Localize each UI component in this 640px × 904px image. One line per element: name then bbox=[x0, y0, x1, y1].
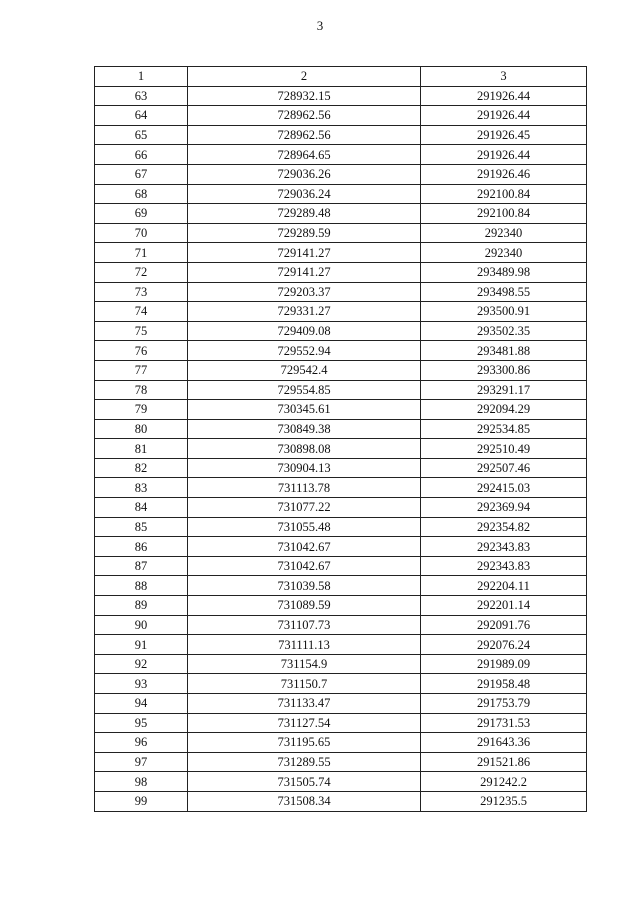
y-coordinate-cell: 291926.46 bbox=[421, 164, 587, 184]
point-number-cell: 85 bbox=[95, 517, 188, 537]
table-row bbox=[95, 184, 587, 204]
point-number-cell: 67 bbox=[95, 164, 188, 184]
y-coordinate-cell: 291989.09 bbox=[421, 654, 587, 674]
x-coordinate-cell: 729289.48 bbox=[188, 204, 421, 224]
point-number-cell: 71 bbox=[95, 243, 188, 263]
x-coordinate-cell: 731089.59 bbox=[188, 596, 421, 616]
y-coordinate-cell: 292343.83 bbox=[421, 556, 587, 576]
point-number-cell: 83 bbox=[95, 478, 188, 498]
y-coordinate-cell: 292091.76 bbox=[421, 615, 587, 635]
y-coordinate-cell: 293502.35 bbox=[421, 321, 587, 341]
page-number: 3 bbox=[316, 18, 324, 33]
table-row bbox=[95, 145, 587, 165]
point-number-cell: 64 bbox=[95, 106, 188, 126]
y-coordinate-cell: 292340 bbox=[421, 243, 587, 263]
point-number-cell: 88 bbox=[95, 576, 188, 596]
y-coordinate-cell: 292369.94 bbox=[421, 498, 587, 518]
table-row bbox=[95, 596, 587, 616]
table-row bbox=[95, 86, 587, 106]
point-number-cell: 89 bbox=[95, 596, 188, 616]
table-row bbox=[95, 106, 587, 126]
x-coordinate-cell: 729036.24 bbox=[188, 184, 421, 204]
x-coordinate-cell: 731154.9 bbox=[188, 654, 421, 674]
y-coordinate-cell: 293291.17 bbox=[421, 380, 587, 400]
x-coordinate-cell: 731195.65 bbox=[188, 733, 421, 753]
y-coordinate-cell: 291643.36 bbox=[421, 733, 587, 753]
y-coordinate-cell: 291753.79 bbox=[421, 694, 587, 714]
point-number-cell: 97 bbox=[95, 752, 188, 772]
y-coordinate-cell: 292507.46 bbox=[421, 458, 587, 478]
table-row bbox=[95, 262, 587, 282]
table-row bbox=[95, 321, 587, 341]
table-body bbox=[95, 86, 587, 811]
point-number-cell: 65 bbox=[95, 125, 188, 145]
y-coordinate-cell: 292094.29 bbox=[421, 400, 587, 420]
x-coordinate-cell: 730345.61 bbox=[188, 400, 421, 420]
point-number-cell: 91 bbox=[95, 635, 188, 655]
table-row bbox=[95, 733, 587, 753]
point-number-cell: 86 bbox=[95, 537, 188, 557]
table-row bbox=[95, 537, 587, 557]
x-coordinate-cell: 730849.38 bbox=[188, 419, 421, 439]
table-row bbox=[95, 458, 587, 478]
x-coordinate-cell: 731039.58 bbox=[188, 576, 421, 596]
point-number-cell: 63 bbox=[95, 86, 188, 106]
x-coordinate-cell: 729552.94 bbox=[188, 341, 421, 361]
point-number-cell: 81 bbox=[95, 439, 188, 459]
x-coordinate-cell: 731127.54 bbox=[188, 713, 421, 733]
y-coordinate-cell: 291731.53 bbox=[421, 713, 587, 733]
point-number-cell: 95 bbox=[95, 713, 188, 733]
table-row bbox=[95, 615, 587, 635]
table-row bbox=[95, 302, 587, 322]
y-coordinate-cell: 291235.5 bbox=[421, 791, 587, 811]
y-coordinate-cell: 292343.83 bbox=[421, 537, 587, 557]
y-coordinate-cell: 292415.03 bbox=[421, 478, 587, 498]
table-row bbox=[95, 674, 587, 694]
y-coordinate-cell: 292201.14 bbox=[421, 596, 587, 616]
x-coordinate-cell: 728962.56 bbox=[188, 106, 421, 126]
x-coordinate-cell: 730898.08 bbox=[188, 439, 421, 459]
point-number-cell: 82 bbox=[95, 458, 188, 478]
point-number-cell: 70 bbox=[95, 223, 188, 243]
table-row bbox=[95, 772, 587, 792]
x-coordinate-cell: 731150.7 bbox=[188, 674, 421, 694]
y-coordinate-cell: 292510.49 bbox=[421, 439, 587, 459]
point-number-cell: 73 bbox=[95, 282, 188, 302]
y-coordinate-cell: 293481.88 bbox=[421, 341, 587, 361]
table-row bbox=[95, 341, 587, 361]
table-row bbox=[95, 204, 587, 224]
point-number-cell: 84 bbox=[95, 498, 188, 518]
y-coordinate-cell: 292354.82 bbox=[421, 517, 587, 537]
column-header-2: 2 bbox=[188, 67, 421, 87]
y-coordinate-cell: 291926.44 bbox=[421, 106, 587, 126]
y-coordinate-cell: 291521.86 bbox=[421, 752, 587, 772]
table-row bbox=[95, 694, 587, 714]
point-number-cell: 87 bbox=[95, 556, 188, 576]
x-coordinate-cell: 729331.27 bbox=[188, 302, 421, 322]
y-coordinate-cell: 291926.44 bbox=[421, 145, 587, 165]
table-row bbox=[95, 478, 587, 498]
x-coordinate-cell: 730904.13 bbox=[188, 458, 421, 478]
point-number-cell: 75 bbox=[95, 321, 188, 341]
table-row bbox=[95, 517, 587, 537]
x-coordinate-cell: 731042.67 bbox=[188, 556, 421, 576]
point-number-cell: 98 bbox=[95, 772, 188, 792]
column-header-1: 1 bbox=[95, 67, 188, 87]
table-row bbox=[95, 635, 587, 655]
table-row bbox=[95, 164, 587, 184]
table-header-row bbox=[95, 67, 587, 87]
y-coordinate-cell: 292100.84 bbox=[421, 204, 587, 224]
table-row bbox=[95, 282, 587, 302]
y-coordinate-cell: 293500.91 bbox=[421, 302, 587, 322]
y-coordinate-cell: 291926.45 bbox=[421, 125, 587, 145]
table-row bbox=[95, 439, 587, 459]
point-number-cell: 90 bbox=[95, 615, 188, 635]
y-coordinate-cell: 292204.11 bbox=[421, 576, 587, 596]
point-number-cell: 92 bbox=[95, 654, 188, 674]
x-coordinate-cell: 731077.22 bbox=[188, 498, 421, 518]
y-coordinate-cell: 292534.85 bbox=[421, 419, 587, 439]
y-coordinate-cell: 291958.48 bbox=[421, 674, 587, 694]
y-coordinate-cell: 292340 bbox=[421, 223, 587, 243]
point-number-cell: 76 bbox=[95, 341, 188, 361]
coordinates-table bbox=[94, 66, 587, 812]
x-coordinate-cell: 728962.56 bbox=[188, 125, 421, 145]
point-number-cell: 74 bbox=[95, 302, 188, 322]
table-row bbox=[95, 576, 587, 596]
table-row bbox=[95, 498, 587, 518]
x-coordinate-cell: 731055.48 bbox=[188, 517, 421, 537]
x-coordinate-cell: 729289.59 bbox=[188, 223, 421, 243]
x-coordinate-cell: 729409.08 bbox=[188, 321, 421, 341]
table-row bbox=[95, 223, 587, 243]
table-row bbox=[95, 243, 587, 263]
point-number-cell: 69 bbox=[95, 204, 188, 224]
x-coordinate-cell: 731508.34 bbox=[188, 791, 421, 811]
point-number-cell: 96 bbox=[95, 733, 188, 753]
x-coordinate-cell: 729141.27 bbox=[188, 262, 421, 282]
y-coordinate-cell: 293498.55 bbox=[421, 282, 587, 302]
y-coordinate-cell: 293300.86 bbox=[421, 360, 587, 380]
table-row bbox=[95, 752, 587, 772]
y-coordinate-cell: 293489.98 bbox=[421, 262, 587, 282]
point-number-cell: 94 bbox=[95, 694, 188, 714]
x-coordinate-cell: 728964.65 bbox=[188, 145, 421, 165]
table-row bbox=[95, 400, 587, 420]
x-coordinate-cell: 731042.67 bbox=[188, 537, 421, 557]
x-coordinate-cell: 729141.27 bbox=[188, 243, 421, 263]
x-coordinate-cell: 729036.26 bbox=[188, 164, 421, 184]
x-coordinate-cell: 729203.37 bbox=[188, 282, 421, 302]
point-number-cell: 80 bbox=[95, 419, 188, 439]
table-row bbox=[95, 713, 587, 733]
point-number-cell: 93 bbox=[95, 674, 188, 694]
x-coordinate-cell: 731107.73 bbox=[188, 615, 421, 635]
x-coordinate-cell: 729554.85 bbox=[188, 380, 421, 400]
table-row bbox=[95, 380, 587, 400]
table-row bbox=[95, 360, 587, 380]
table-row bbox=[95, 556, 587, 576]
table-row bbox=[95, 791, 587, 811]
x-coordinate-cell: 731133.47 bbox=[188, 694, 421, 714]
point-number-cell: 68 bbox=[95, 184, 188, 204]
table-row bbox=[95, 419, 587, 439]
x-coordinate-cell: 731113.78 bbox=[188, 478, 421, 498]
x-coordinate-cell: 731505.74 bbox=[188, 772, 421, 792]
column-header-3: 3 bbox=[421, 67, 587, 87]
y-coordinate-cell: 291926.44 bbox=[421, 86, 587, 106]
point-number-cell: 78 bbox=[95, 380, 188, 400]
point-number-cell: 99 bbox=[95, 791, 188, 811]
y-coordinate-cell: 291242.2 bbox=[421, 772, 587, 792]
x-coordinate-cell: 731111.13 bbox=[188, 635, 421, 655]
table-row bbox=[95, 125, 587, 145]
y-coordinate-cell: 292100.84 bbox=[421, 184, 587, 204]
x-coordinate-cell: 729542.4 bbox=[188, 360, 421, 380]
table-row bbox=[95, 654, 587, 674]
y-coordinate-cell: 292076.24 bbox=[421, 635, 587, 655]
point-number-cell: 66 bbox=[95, 145, 188, 165]
point-number-cell: 72 bbox=[95, 262, 188, 282]
x-coordinate-cell: 728932.15 bbox=[188, 86, 421, 106]
point-number-cell: 79 bbox=[95, 400, 188, 420]
x-coordinate-cell: 731289.55 bbox=[188, 752, 421, 772]
point-number-cell: 77 bbox=[95, 360, 188, 380]
